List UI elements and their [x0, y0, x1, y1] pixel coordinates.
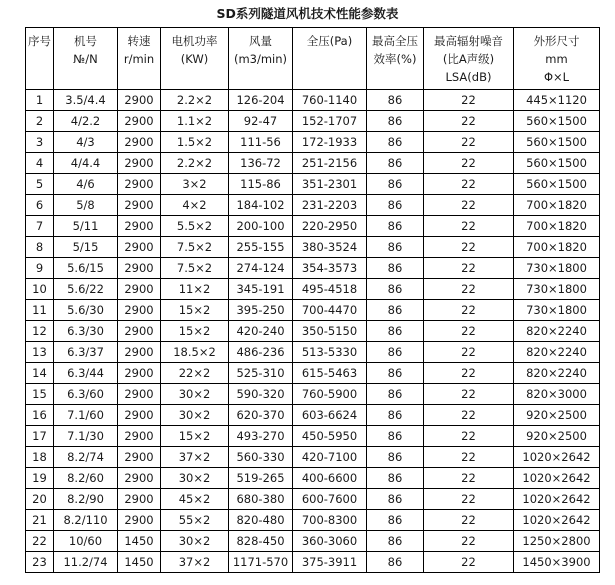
cell-airflow: 395-250	[229, 300, 293, 321]
cell-efficiency: 86	[367, 321, 424, 342]
cell-noise: 22	[424, 321, 514, 342]
cell-efficiency: 86	[367, 342, 424, 363]
table-row	[26, 258, 600, 279]
header-line: Φ×L	[543, 69, 570, 84]
table-row	[26, 468, 600, 489]
cell-index: 4	[26, 153, 54, 174]
table-row	[26, 321, 600, 342]
cell-dimensions: 820×2240	[514, 321, 600, 342]
header-row	[26, 28, 600, 90]
cell-model: 7.1/60	[54, 405, 118, 426]
cell-model: 10/60	[54, 531, 118, 552]
cell-efficiency: 86	[367, 258, 424, 279]
cell-efficiency: 86	[367, 552, 424, 573]
cell-pressure: 251-2156	[293, 153, 367, 174]
cell-efficiency: 86	[367, 363, 424, 384]
cell-dimensions: 700×1820	[514, 195, 600, 216]
table-row	[26, 447, 600, 468]
cell-speed: 2900	[118, 426, 161, 447]
cell-index: 22	[26, 531, 54, 552]
cell-power: 18.5×2	[161, 342, 229, 363]
cell-speed: 2900	[118, 363, 161, 384]
cell-speed: 2900	[118, 195, 161, 216]
cell-power: 1.1×2	[161, 111, 229, 132]
cell-pressure: 513-5330	[293, 342, 367, 363]
cell-airflow: 820-480	[229, 510, 293, 531]
cell-index: 16	[26, 405, 54, 426]
table-row	[26, 111, 600, 132]
cell-model: 8.2/74	[54, 447, 118, 468]
cell-index: 18	[26, 447, 54, 468]
cell-speed: 2900	[118, 111, 161, 132]
cell-dimensions: 560×1500	[514, 153, 600, 174]
cell-index: 8	[26, 237, 54, 258]
cell-index: 9	[26, 258, 54, 279]
header-line: 转速	[127, 33, 151, 48]
header-line: №/N	[73, 51, 98, 66]
cell-noise: 22	[424, 132, 514, 153]
cell-power: 37×2	[161, 447, 229, 468]
cell-model: 6.3/60	[54, 384, 118, 405]
cell-efficiency: 86	[367, 384, 424, 405]
cell-pressure: 400-6600	[293, 468, 367, 489]
header-cell-pressure	[293, 28, 367, 90]
cell-index: 23	[26, 552, 54, 573]
cell-power: 11×2	[161, 279, 229, 300]
cell-noise: 22	[424, 426, 514, 447]
cell-efficiency: 86	[367, 132, 424, 153]
table-row	[26, 510, 600, 531]
cell-pressure: 354-3573	[293, 258, 367, 279]
cell-airflow: 92-47	[229, 111, 293, 132]
cell-dimensions: 1250×2800	[514, 531, 600, 552]
cell-index: 2	[26, 111, 54, 132]
cell-index: 13	[26, 342, 54, 363]
cell-pressure: 700-4470	[293, 300, 367, 321]
table-row	[26, 174, 600, 195]
header-line: 序号	[28, 33, 51, 48]
cell-model: 4/2.2	[54, 111, 118, 132]
cell-model: 4/4.4	[54, 153, 118, 174]
cell-efficiency: 86	[367, 174, 424, 195]
cell-efficiency: 86	[367, 195, 424, 216]
cell-noise: 22	[424, 363, 514, 384]
cell-noise: 22	[424, 153, 514, 174]
fan-spec-table	[25, 27, 600, 573]
cell-power: 5.5×2	[161, 216, 229, 237]
cell-airflow: 126-204	[229, 90, 293, 111]
header-line: mm	[545, 51, 568, 66]
cell-pressure: 172-1933	[293, 132, 367, 153]
table-row	[26, 279, 600, 300]
header-line: 最高全压	[372, 33, 418, 48]
cell-model: 6.3/44	[54, 363, 118, 384]
cell-model: 8.2/60	[54, 468, 118, 489]
cell-pressure: 375-3911	[293, 552, 367, 573]
cell-model: 8.2/90	[54, 489, 118, 510]
cell-pressure: 350-5150	[293, 321, 367, 342]
cell-dimensions: 920×2500	[514, 405, 600, 426]
cell-speed: 2900	[118, 90, 161, 111]
cell-noise: 22	[424, 279, 514, 300]
cell-model: 11.2/74	[54, 552, 118, 573]
cell-index: 6	[26, 195, 54, 216]
cell-speed: 2900	[118, 153, 161, 174]
cell-speed: 2900	[118, 216, 161, 237]
header-line: 电机功率	[171, 33, 218, 48]
table-row	[26, 237, 600, 258]
cell-efficiency: 86	[367, 153, 424, 174]
cell-power: 2.2×2	[161, 153, 229, 174]
cell-speed: 2900	[118, 321, 161, 342]
cell-noise: 22	[424, 174, 514, 195]
cell-efficiency: 86	[367, 447, 424, 468]
cell-efficiency: 86	[367, 405, 424, 426]
cell-airflow: 525-310	[229, 363, 293, 384]
cell-pressure: 603-6624	[293, 405, 367, 426]
header-cell-dimensions	[514, 28, 600, 90]
cell-power: 3×2	[161, 174, 229, 195]
cell-airflow: 255-155	[229, 237, 293, 258]
cell-dimensions: 560×1500	[514, 174, 600, 195]
cell-dimensions: 820×2240	[514, 342, 600, 363]
cell-model: 5/11	[54, 216, 118, 237]
cell-power: 1.5×2	[161, 132, 229, 153]
cell-index: 19	[26, 468, 54, 489]
cell-index: 21	[26, 510, 54, 531]
table-row	[26, 384, 600, 405]
header-cell-airflow	[229, 28, 293, 90]
cell-airflow: 560-330	[229, 447, 293, 468]
cell-pressure: 231-2203	[293, 195, 367, 216]
cell-noise: 22	[424, 195, 514, 216]
table-row	[26, 153, 600, 174]
cell-dimensions: 820×2240	[514, 363, 600, 384]
cell-airflow: 486-236	[229, 342, 293, 363]
cell-noise: 22	[424, 552, 514, 573]
cell-dimensions: 1020×2642	[514, 489, 600, 510]
cell-speed: 2900	[118, 447, 161, 468]
cell-speed: 2900	[118, 384, 161, 405]
cell-pressure: 152-1707	[293, 111, 367, 132]
cell-power: 7.5×2	[161, 237, 229, 258]
cell-airflow: 1171-570	[229, 552, 293, 573]
cell-power: 2.2×2	[161, 90, 229, 111]
cell-pressure: 600-7600	[293, 489, 367, 510]
cell-model: 3.5/4.4	[54, 90, 118, 111]
header-cell-speed	[118, 28, 161, 90]
cell-speed: 2900	[118, 237, 161, 258]
cell-power: 22×2	[161, 363, 229, 384]
cell-efficiency: 86	[367, 279, 424, 300]
table-title: SD系列隧道风机技术性能参数表	[216, 6, 399, 21]
cell-airflow: 111-56	[229, 132, 293, 153]
header-cell-noise	[424, 28, 514, 90]
cell-pressure: 360-3060	[293, 531, 367, 552]
cell-dimensions: 1020×2642	[514, 468, 600, 489]
cell-index: 20	[26, 489, 54, 510]
header-line: 外形尺寸	[533, 33, 580, 48]
cell-noise: 22	[424, 468, 514, 489]
cell-pressure: 420-7100	[293, 447, 367, 468]
table-row	[26, 342, 600, 363]
cell-speed: 2900	[118, 342, 161, 363]
cell-efficiency: 86	[367, 111, 424, 132]
cell-airflow: 274-124	[229, 258, 293, 279]
cell-airflow: 184-102	[229, 195, 293, 216]
cell-index: 11	[26, 300, 54, 321]
cell-index: 17	[26, 426, 54, 447]
cell-noise: 22	[424, 384, 514, 405]
cell-noise: 22	[424, 531, 514, 552]
cell-noise: 22	[424, 489, 514, 510]
cell-dimensions: 560×1500	[514, 111, 600, 132]
cell-efficiency: 86	[367, 468, 424, 489]
cell-airflow: 680-380	[229, 489, 293, 510]
cell-model: 8.2/110	[54, 510, 118, 531]
cell-noise: 22	[424, 300, 514, 321]
cell-airflow: 345-191	[229, 279, 293, 300]
header-line: LSA(dB)	[445, 69, 492, 84]
cell-speed: 2900	[118, 489, 161, 510]
cell-pressure: 220-2950	[293, 216, 367, 237]
cell-noise: 22	[424, 447, 514, 468]
cell-power: 45×2	[161, 489, 229, 510]
cell-index: 3	[26, 132, 54, 153]
cell-efficiency: 86	[367, 90, 424, 111]
cell-efficiency: 86	[367, 531, 424, 552]
cell-dimensions: 920×2500	[514, 426, 600, 447]
cell-index: 5	[26, 174, 54, 195]
cell-power: 30×2	[161, 531, 229, 552]
cell-index: 7	[26, 216, 54, 237]
cell-noise: 22	[424, 237, 514, 258]
cell-power: 37×2	[161, 552, 229, 573]
cell-speed: 1450	[118, 531, 161, 552]
cell-pressure: 700-8300	[293, 510, 367, 531]
header-line: (m3/min)	[233, 51, 288, 66]
header-line: 全压(Pa)	[306, 33, 353, 48]
cell-pressure: 760-1140	[293, 90, 367, 111]
cell-dimensions: 730×1800	[514, 300, 600, 321]
cell-noise: 22	[424, 258, 514, 279]
table-row	[26, 90, 600, 111]
table-row	[26, 489, 600, 510]
cell-speed: 1450	[118, 552, 161, 573]
cell-power: 15×2	[161, 300, 229, 321]
table-row	[26, 552, 600, 573]
cell-dimensions: 700×1820	[514, 237, 600, 258]
cell-airflow: 519-265	[229, 468, 293, 489]
cell-noise: 22	[424, 405, 514, 426]
cell-efficiency: 86	[367, 510, 424, 531]
cell-noise: 22	[424, 111, 514, 132]
cell-speed: 2900	[118, 405, 161, 426]
cell-model: 5/8	[54, 195, 118, 216]
table-row	[26, 300, 600, 321]
cell-power: 30×2	[161, 405, 229, 426]
cell-efficiency: 86	[367, 489, 424, 510]
table-row	[26, 132, 600, 153]
cell-speed: 2900	[118, 174, 161, 195]
cell-airflow: 115-86	[229, 174, 293, 195]
cell-dimensions: 700×1820	[514, 216, 600, 237]
cell-index: 10	[26, 279, 54, 300]
cell-dimensions: 560×1500	[514, 132, 600, 153]
header-line: (KW)	[180, 51, 209, 66]
table-row	[26, 405, 600, 426]
cell-speed: 2900	[118, 279, 161, 300]
cell-airflow: 620-370	[229, 405, 293, 426]
cell-model: 4/6	[54, 174, 118, 195]
cell-pressure: 615-5463	[293, 363, 367, 384]
cell-model: 6.3/30	[54, 321, 118, 342]
cell-model: 5.6/30	[54, 300, 118, 321]
cell-model: 7.1/30	[54, 426, 118, 447]
cell-efficiency: 86	[367, 237, 424, 258]
cell-dimensions: 445×1120	[514, 90, 600, 111]
cell-model: 5.6/22	[54, 279, 118, 300]
cell-power: 4×2	[161, 195, 229, 216]
cell-dimensions: 1450×3900	[514, 552, 600, 573]
cell-dimensions: 1020×2642	[514, 510, 600, 531]
table-row	[26, 531, 600, 552]
cell-noise: 22	[424, 342, 514, 363]
cell-power: 55×2	[161, 510, 229, 531]
cell-noise: 22	[424, 510, 514, 531]
cell-model: 4/3	[54, 132, 118, 153]
cell-efficiency: 86	[367, 300, 424, 321]
header-line: 效率(%)	[373, 51, 417, 66]
cell-airflow: 200-100	[229, 216, 293, 237]
cell-speed: 2900	[118, 132, 161, 153]
cell-power: 7.5×2	[161, 258, 229, 279]
header-line: r/min	[123, 51, 155, 66]
table-row	[26, 195, 600, 216]
cell-pressure: 495-4518	[293, 279, 367, 300]
cell-airflow: 828-450	[229, 531, 293, 552]
cell-power: 15×2	[161, 426, 229, 447]
cell-pressure: 380-3524	[293, 237, 367, 258]
cell-dimensions: 820×3000	[514, 384, 600, 405]
table-row	[26, 363, 600, 384]
cell-pressure: 351-2301	[293, 174, 367, 195]
header-line: 机号	[74, 33, 97, 48]
cell-pressure: 450-5950	[293, 426, 367, 447]
table-row	[26, 426, 600, 447]
cell-model: 5/15	[54, 237, 118, 258]
header-cell-power	[161, 28, 229, 90]
cell-airflow: 590-320	[229, 384, 293, 405]
cell-model: 6.3/37	[54, 342, 118, 363]
cell-index: 1	[26, 90, 54, 111]
cell-airflow: 136-72	[229, 153, 293, 174]
header-line: 风量	[249, 33, 272, 48]
cell-speed: 2900	[118, 258, 161, 279]
cell-noise: 22	[424, 90, 514, 111]
cell-index: 15	[26, 384, 54, 405]
header-line: (比A声级)	[442, 51, 495, 66]
cell-dimensions: 730×1800	[514, 258, 600, 279]
header-cell-model	[54, 28, 118, 90]
cell-power: 15×2	[161, 321, 229, 342]
cell-efficiency: 86	[367, 426, 424, 447]
cell-efficiency: 86	[367, 216, 424, 237]
table-body	[26, 90, 600, 573]
cell-power: 30×2	[161, 384, 229, 405]
header-line: 最高辐射噪音	[434, 33, 503, 48]
cell-index: 12	[26, 321, 54, 342]
cell-airflow: 420-240	[229, 321, 293, 342]
cell-airflow: 493-270	[229, 426, 293, 447]
cell-noise: 22	[424, 216, 514, 237]
header-cell-efficiency	[367, 28, 424, 90]
cell-index: 14	[26, 363, 54, 384]
cell-power: 30×2	[161, 468, 229, 489]
cell-model: 5.6/15	[54, 258, 118, 279]
cell-pressure: 760-5900	[293, 384, 367, 405]
cell-dimensions: 1020×2642	[514, 447, 600, 468]
header-cell-index	[26, 28, 54, 90]
table-row	[26, 216, 600, 237]
cell-dimensions: 730×1800	[514, 279, 600, 300]
cell-speed: 2900	[118, 510, 161, 531]
cell-speed: 2900	[118, 300, 161, 321]
cell-speed: 2900	[118, 468, 161, 489]
